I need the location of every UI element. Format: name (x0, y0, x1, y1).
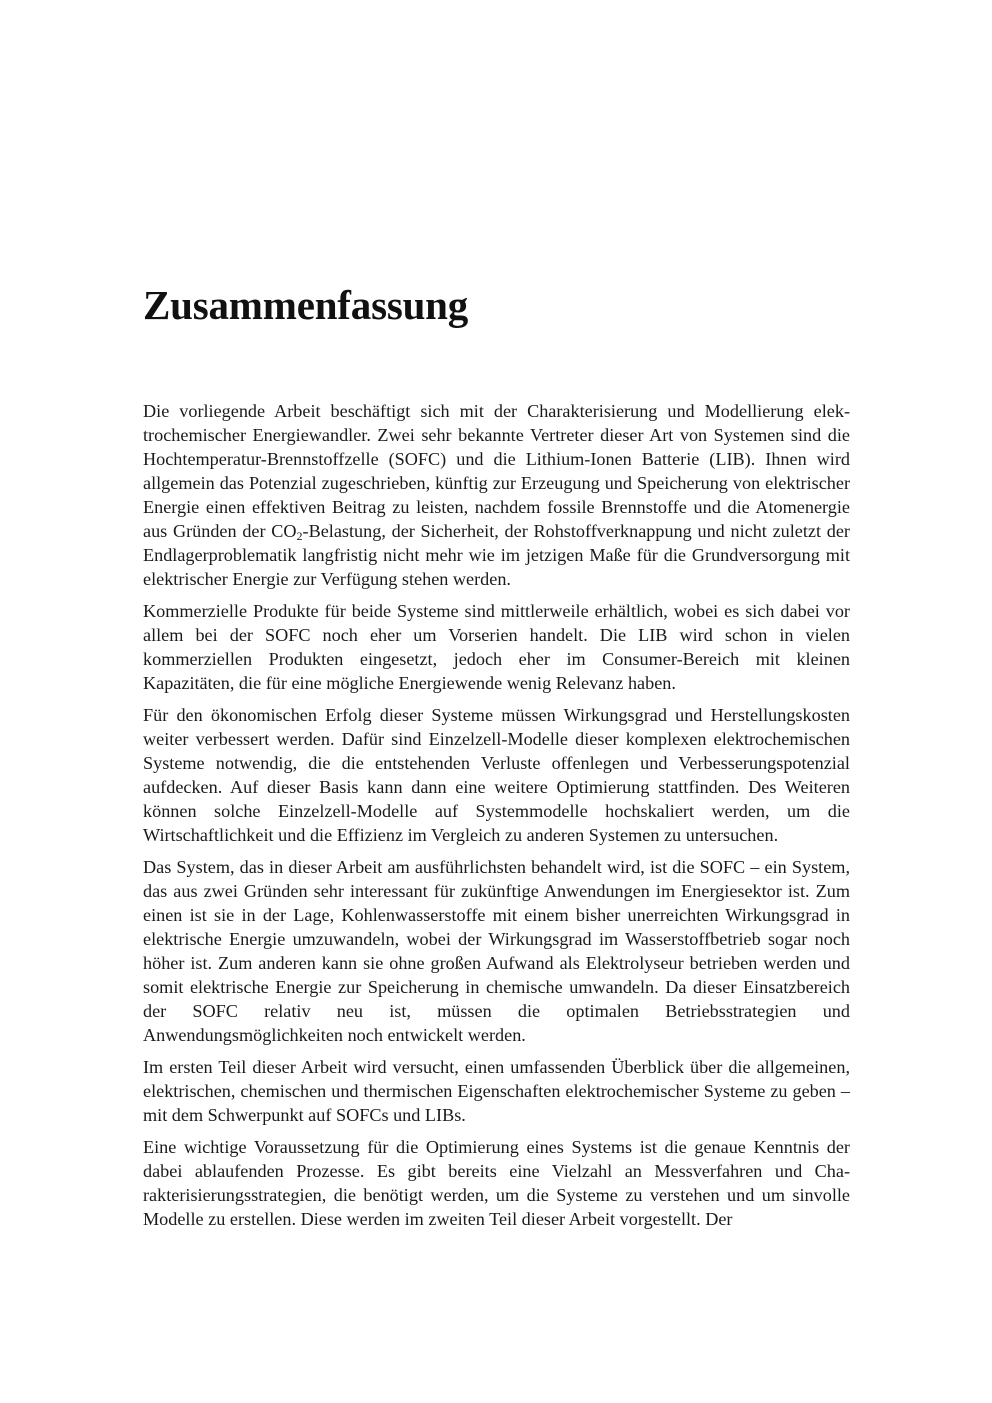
co2-subscript: 2 (296, 529, 303, 543)
body-text (143, 399, 850, 1239)
paragraph-4: Das System, das in dieser Arbeit am ausführlichsten behandelt wird, ist die SOFC – ein System, das aus zwei Gründen sehr interessant für zukünftige Anwendungen im Energiesektor ist. Zum einen ist sie in der Lage, Kohlenwasserstoffe mit einem bisher unerreichten Wirkungsgrad in elektrische Energie umzuwandeln, wobei der Wirkungsgrad im Wasserstoffbetrieb sogar noch höher ist. Zum anderen kann sie ohne großen Aufwand als Elektrolyseur betrieben werden und somit elektrische Energie zur Speicherung in chemische umwandeln. Da dieser Einsatzbereich der SOFC relativ neu ist, müssen die optimalen Betriebsstrategien und Anwendungsmöglichkeiten noch entwickelt werden. (143, 857, 850, 1045)
paragraph-5: Im ersten Teil dieser Arbeit wird versucht, einen umfassenden Überblick über die allgemeinen, elektrischen, chemischen und thermischen Eigenschaften elektrochemischer Systeme zu geben – mit dem Schwerpunkt auf SOFCs und LIBs. (143, 1057, 850, 1125)
paragraph-6: Eine wichtige Voraussetzung für die Optimierung eines Systems ist die genaue Kenntnis der dabei ablaufenden Prozesse. Es gibt bereits eine Vielzahl an Messverfahren und Charakterisierungsstrategien, die benötigt werden, um die Systeme zu verstehen und um sinvolle Modelle zu erstellen. Diese werden im zweiten Teil dieser Arbeit vorgestellt. Der (143, 1137, 850, 1229)
paragraph-1-part-b: -Belastung, der Sicherheit, der Rohstoffverknappung und nicht zuletzt der Endlagerproblematik langfristig nicht mehr wie im jetzigen Maße für die Grundversorgung mit elektrischer Energie zur Verfügung stehen werden. (143, 521, 850, 589)
paragraph-1-part-a: Die vorliegende Arbeit beschäftigt sich mit der Charakterisierung und Modellierung elektrochemischer Energiewandler. Zwei sehr bekannte Vertreter dieser Art von Systemen sind die Hochtemperatur-Brennstoffzelle (SOFC) und die Lithium-Ionen Batterie (LIB). Ihnen wird allgemein das Potenzial zugeschrieben, künftig zur Erzeugung und Speicherung von elektrischer Energie einen effektiven Beitrag zu leisten, nachdem fossile Brennstoffe und die Atomenergie aus Gründen der CO (143, 401, 850, 541)
paragraph-3: Für den ökonomischen Erfolg dieser Systeme müssen Wirkungsgrad und Herstellungskosten weiter verbessert werden. Dafür sind Einzelzell-Modelle dieser komplexen elektrochemischen Systeme notwendig, die die entstehenden Verluste offenlegen und Verbesserungspotenzial aufdecken. Auf dieser Basis kann dann eine weitere Optimierung stattfinden. Des Weiteren können solche Einzelzell-Modelle auf Systemmodelle hochskaliert werden, um die Wirtschaftlichkeit und die Effizienz im Vergleich zu anderen Systemen zu untersuchen. (143, 705, 850, 845)
chapter-title: Zusammenfassung (143, 282, 469, 328)
paragraph-1 (143, 399, 850, 591)
paragraph-2: Kommerzielle Produkte für beide Systeme sind mittlerweile erhältlich, wobei es sich dabei vor allem bei der SOFC noch eher um Vorserien handelt. Die LIB wird schon in vielen kommerziellen Produkten eingesetzt, jedoch eher im Consumer-Bereich mit kleinen Kapazitäten, die für eine mögliche Energiewende wenig Relevanz haben. (143, 601, 850, 693)
